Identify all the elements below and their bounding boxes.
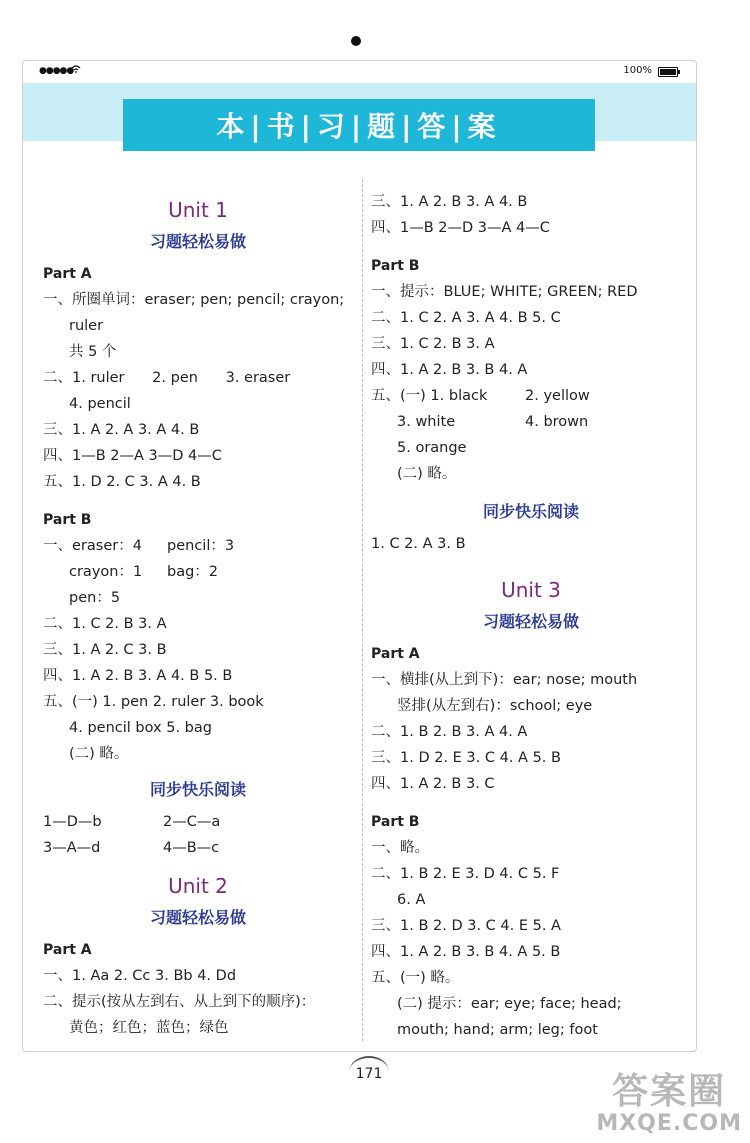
answer-line: 一、略。 (371, 840, 429, 856)
part-a-label: Part A (43, 266, 92, 282)
answer-line (43, 559, 353, 585)
answer-line (43, 809, 353, 835)
answer-item: 二、1. ruler (43, 370, 125, 386)
answer-line: pen：5 (69, 590, 121, 606)
answer-line (43, 365, 353, 391)
section-title: 习题轻松易做 (482, 612, 579, 631)
answer-line: 一、横排(从上到下)：ear; nose; mouth (371, 672, 638, 688)
answer-line: (二) 略。 (69, 746, 129, 762)
answer-item: 3. eraser (225, 370, 291, 386)
watermark-logo: 答案圈 (612, 1071, 727, 1112)
unit-3-title: Unit 3 (501, 578, 561, 602)
answer-line: (二) 提示：ear; eye; face; head; (397, 996, 622, 1012)
right-column (371, 189, 691, 1043)
answer-line: 二、提示(按从左到右、从上到下的顺序)： (43, 994, 316, 1010)
signal-icon: ●●●●● (39, 66, 74, 76)
part-a-label: Part A (371, 646, 420, 662)
answer-item: 2. pen (152, 370, 198, 386)
answer-line: 二、1. C 2. B 3. A (43, 616, 167, 632)
answer-line: 三、1. A 2. B 3. A 4. B (371, 194, 528, 210)
answer-line: 5. orange (397, 440, 467, 456)
unit-2-title: Unit 2 (168, 874, 228, 898)
answer-line: mouth; hand; arm; leg; foot (397, 1022, 598, 1038)
answer-line: 五、(一) 1. pen 2. ruler 3. book (43, 694, 264, 710)
left-column (43, 191, 353, 1041)
answer-line (371, 383, 691, 409)
section-title: 同步快乐阅读 (149, 780, 246, 799)
answer-item: crayon：1 (69, 564, 143, 580)
answer-line: 三、1. C 2. B 3. A (371, 336, 495, 352)
answer-line: 竖排(从左到右)：school; eye (397, 698, 593, 714)
answer-line: 三、1. A 2. A 3. A 4. B (43, 422, 200, 438)
answer-item: 五、(一) 1. black (371, 388, 488, 404)
answer-line: 1. C 2. A 3. B (371, 536, 466, 552)
battery-icon (658, 67, 678, 77)
answer-line: 四、1. A 2. B 3. B 4. A 5. B (371, 944, 561, 960)
answer-line: 四、1—B 2—A 3—D 4—C (43, 448, 222, 464)
answer-line: 四、1. A 2. B 3. C (371, 776, 495, 792)
answer-line: 一、所圈单词：eraser; pen; pencil; crayon; (43, 292, 345, 308)
answer-line: 三、1. B 2. D 3. C 4. E 5. A (371, 918, 561, 934)
answer-item: 1—D—b (43, 814, 102, 830)
answer-line (43, 835, 353, 861)
answer-item: 4—B—c (163, 840, 220, 856)
unit-1-title: Unit 1 (168, 198, 228, 222)
answer-item: 3. white (397, 414, 456, 430)
answer-line: 五、(一) 略。 (371, 970, 460, 986)
answer-line: 一、1. Aa 2. Cc 3. Bb 4. Dd (43, 968, 237, 984)
part-a-label: Part A (43, 942, 92, 958)
page-number: 171 (349, 1056, 389, 1088)
answer-line: 4. pencil (69, 396, 131, 412)
answer-line: 四、1—B 2—D 3—A 4—C (371, 220, 550, 236)
answer-item: bag：2 (167, 564, 219, 580)
answer-line: 6. A (397, 892, 426, 908)
answer-line: 共 5 个 (69, 344, 117, 360)
answer-line: ruler (69, 318, 104, 334)
answer-item: 一、eraser：4 (43, 538, 142, 554)
answer-line: 二、1. B 2. B 3. A 4. A (371, 724, 528, 740)
watermark-site: MXQE.COM (596, 1111, 742, 1136)
battery-percent: 100% (623, 65, 652, 76)
answer-line: 三、1. A 2. C 3. B (43, 642, 167, 658)
status-bar (23, 61, 696, 83)
answer-line: 三、1. D 2. E 3. C 4. A 5. B (371, 750, 561, 766)
watermark (596, 1073, 742, 1137)
answer-item: 3—A—d (43, 840, 101, 856)
answer-item: 2. yellow (525, 388, 590, 404)
tablet-frame (22, 60, 697, 1052)
answer-line: (二) 略。 (397, 466, 457, 482)
section-title: 同步快乐阅读 (482, 502, 579, 521)
answer-line: 一、提示：BLUE; WHITE; GREEN; RED (371, 284, 638, 300)
wifi-icon (71, 65, 81, 76)
answer-line (371, 409, 691, 435)
answer-line: 二、1. C 2. A 3. A 4. B 5. C (371, 310, 561, 326)
part-b-label: Part B (371, 814, 420, 830)
part-b-label: Part B (43, 512, 92, 528)
section-title: 习题轻松易做 (149, 908, 246, 927)
page-title: 本|书|习|题|答|案 (123, 99, 595, 151)
column-divider (362, 179, 363, 1041)
answer-item: 4. brown (525, 414, 589, 430)
answer-line: 黄色；红色；蓝色；绿色 (69, 1020, 229, 1036)
answer-item: pencil：3 (167, 538, 235, 554)
answer-line: 四、1. A 2. B 3. B 4. A (371, 362, 528, 378)
answer-line: 二、1. B 2. E 3. D 4. C 5. F (371, 866, 560, 882)
answer-line: 4. pencil box 5. bag (69, 720, 212, 736)
camera-dot (351, 36, 361, 46)
section-title: 习题轻松易做 (149, 232, 246, 251)
part-b-label: Part B (371, 258, 420, 274)
answer-line: 四、1. A 2. B 3. A 4. B 5. B (43, 668, 233, 684)
answer-line (43, 533, 353, 559)
answer-item: 2—C—a (163, 814, 221, 830)
answer-line: 五、1. D 2. C 3. A 4. B (43, 474, 201, 490)
